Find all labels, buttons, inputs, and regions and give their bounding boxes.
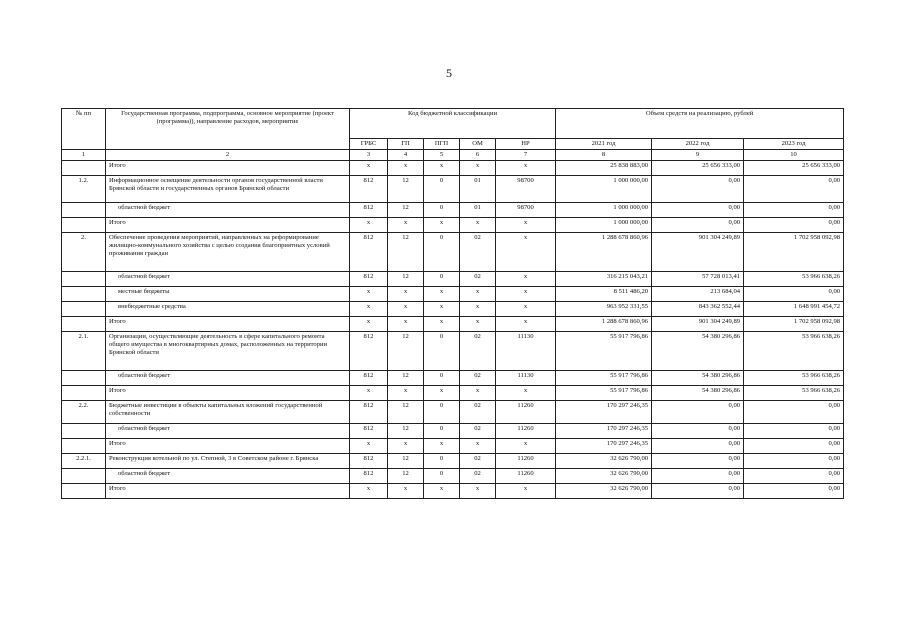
column-number: 4	[388, 150, 424, 161]
row-gp: х	[388, 161, 424, 176]
row-value-2022: 0,00	[652, 439, 744, 454]
row-nr: х	[496, 218, 556, 233]
row-name: местные бюджеты	[106, 287, 350, 302]
row-value-2023: 0,00	[744, 424, 844, 439]
row-name: внебюджетные средства	[106, 302, 350, 317]
row-value-2021: 32 626 790,00	[556, 484, 652, 499]
row-value-2023: 0,00	[744, 454, 844, 469]
row-om: х	[460, 161, 496, 176]
row-gp: х	[388, 386, 424, 401]
row-name: областной бюджет	[106, 469, 350, 484]
row-value-2022: 54 380 296,86	[652, 371, 744, 386]
row-nr: 11130	[496, 332, 556, 371]
table-row	[62, 161, 844, 176]
row-nr: 98700	[496, 203, 556, 218]
row-value-2022: 57 728 013,41	[652, 272, 744, 287]
row-pgp: 0	[424, 233, 460, 272]
row-name: Итого	[106, 386, 350, 401]
row-value-2022: 25 656 333,00	[652, 161, 744, 176]
row-name: областной бюджет	[106, 371, 350, 386]
row-grbs: х	[350, 484, 388, 499]
row-value-2023: 0,00	[744, 469, 844, 484]
header-grbs: ГРБС	[350, 139, 388, 150]
table-row	[62, 218, 844, 233]
row-grbs: х	[350, 161, 388, 176]
row-pgp: х	[424, 161, 460, 176]
row-value-2021: 1 000 000,00	[556, 218, 652, 233]
header-number: № пп	[62, 109, 106, 150]
row-om: 02	[460, 332, 496, 371]
header-2022: 2022 год	[652, 139, 744, 150]
row-nr: 11260	[496, 454, 556, 469]
row-nr: 11260	[496, 424, 556, 439]
column-number: 8	[556, 150, 652, 161]
row-om: х	[460, 386, 496, 401]
row-value-2022: 54 380 296,86	[652, 386, 744, 401]
row-grbs: х	[350, 218, 388, 233]
row-gp: х	[388, 218, 424, 233]
row-name: областной бюджет	[106, 424, 350, 439]
row-name: Итого	[106, 484, 350, 499]
row-value-2023: 25 656 333,00	[744, 161, 844, 176]
row-gp: 12	[388, 272, 424, 287]
row-value-2023: 53 966 638,26	[744, 386, 844, 401]
row-gp: 12	[388, 454, 424, 469]
row-pgp: 0	[424, 332, 460, 371]
row-value-2021: 32 626 790,00	[556, 454, 652, 469]
row-number	[62, 386, 106, 401]
row-value-2021: 1 000 000,00	[556, 203, 652, 218]
table-row	[62, 233, 844, 272]
row-grbs: 812	[350, 233, 388, 272]
row-value-2023: 0,00	[744, 287, 844, 302]
row-value-2022: 0,00	[652, 176, 744, 203]
row-om: х	[460, 302, 496, 317]
row-pgp: 0	[424, 272, 460, 287]
row-number	[62, 317, 106, 332]
row-number: 1.2.	[62, 176, 106, 203]
table-row	[62, 371, 844, 386]
header-om: ОМ	[460, 139, 496, 150]
row-gp: х	[388, 484, 424, 499]
table-row	[62, 401, 844, 424]
table-row	[62, 176, 844, 203]
table-row	[62, 424, 844, 439]
row-number	[62, 287, 106, 302]
row-pgp: х	[424, 386, 460, 401]
row-nr: х	[496, 439, 556, 454]
row-nr: х	[496, 302, 556, 317]
column-number: 10	[744, 150, 844, 161]
row-value-2021: 25 838 883,00	[556, 161, 652, 176]
row-pgp: 0	[424, 454, 460, 469]
header-volume: Объем средств на реализацию, рублей	[556, 109, 844, 139]
row-nr: 98700	[496, 176, 556, 203]
row-pgp: 0	[424, 469, 460, 484]
header-pgp: ПГП	[424, 139, 460, 150]
row-value-2023: 53 966 638,26	[744, 371, 844, 386]
header-budget-code: Код бюджетной классификации	[350, 109, 556, 139]
row-gp: 12	[388, 176, 424, 203]
row-name: Итого	[106, 161, 350, 176]
row-value-2023: 53 966 638,26	[744, 272, 844, 287]
table-row	[62, 203, 844, 218]
row-value-2021: 1 288 678 860,96	[556, 233, 652, 272]
row-pgp: х	[424, 439, 460, 454]
row-grbs: 812	[350, 272, 388, 287]
row-value-2023: 53 966 638,26	[744, 332, 844, 371]
row-number	[62, 371, 106, 386]
table-row	[62, 302, 844, 317]
row-gp: х	[388, 287, 424, 302]
row-value-2022: 0,00	[652, 469, 744, 484]
row-om: х	[460, 218, 496, 233]
row-grbs: 812	[350, 424, 388, 439]
row-nr: х	[496, 287, 556, 302]
row-gp: 12	[388, 469, 424, 484]
row-value-2022: 0,00	[652, 203, 744, 218]
row-pgp: х	[424, 302, 460, 317]
row-nr: 11260	[496, 401, 556, 424]
row-om: 02	[460, 424, 496, 439]
row-nr: х	[496, 317, 556, 332]
row-value-2021: 963 952 331,55	[556, 302, 652, 317]
row-pgp: х	[424, 317, 460, 332]
row-pgp: х	[424, 218, 460, 233]
row-name: Итого	[106, 317, 350, 332]
row-grbs: 812	[350, 454, 388, 469]
row-value-2021: 55 917 796,86	[556, 332, 652, 371]
row-grbs: 812	[350, 176, 388, 203]
row-value-2021: 1 000 000,00	[556, 176, 652, 203]
row-number	[62, 272, 106, 287]
row-om: х	[460, 439, 496, 454]
header-2023: 2023 год	[744, 139, 844, 150]
page-number: 5	[446, 66, 452, 80]
row-grbs: х	[350, 439, 388, 454]
row-grbs: х	[350, 317, 388, 332]
row-value-2022: 0,00	[652, 424, 744, 439]
column-number: 3	[350, 150, 388, 161]
row-gp: 12	[388, 332, 424, 371]
row-name: Организации, осуществляющие деятельность в сфере капитального ремонта общего имущества в многоквартирных домах, расположенных на территории Брянской области	[106, 332, 350, 371]
row-nr: х	[496, 233, 556, 272]
row-value-2023: 0,00	[744, 203, 844, 218]
row-name: Итого	[106, 218, 350, 233]
column-number: 9	[652, 150, 744, 161]
row-pgp: х	[424, 484, 460, 499]
table-row	[62, 317, 844, 332]
row-number	[62, 161, 106, 176]
header-name: Государственная программа, подпрограмма, основное мероприятие (проект (программа)), направление расходов, мероприятие	[106, 109, 350, 150]
row-value-2021: 1 288 678 860,96	[556, 317, 652, 332]
row-grbs: 812	[350, 332, 388, 371]
row-number	[62, 203, 106, 218]
row-om: х	[460, 317, 496, 332]
row-gp: 12	[388, 233, 424, 272]
row-gp: 12	[388, 424, 424, 439]
row-number	[62, 439, 106, 454]
table-row	[62, 272, 844, 287]
row-value-2021: 170 297 246,35	[556, 401, 652, 424]
row-grbs: х	[350, 287, 388, 302]
row-om: 02	[460, 272, 496, 287]
row-value-2021: 316 215 043,21	[556, 272, 652, 287]
row-grbs: х	[350, 386, 388, 401]
row-value-2022: 0,00	[652, 484, 744, 499]
row-value-2021: 32 626 790,00	[556, 469, 652, 484]
table-row	[62, 439, 844, 454]
row-nr: 11260	[496, 469, 556, 484]
row-number: 2.2.	[62, 401, 106, 424]
table-row	[62, 287, 844, 302]
row-value-2023: 1 702 958 092,98	[744, 233, 844, 272]
row-value-2023: 1 648 991 454,72	[744, 302, 844, 317]
row-om: 02	[460, 469, 496, 484]
row-nr: х	[496, 161, 556, 176]
row-gp: 12	[388, 203, 424, 218]
row-value-2021: 55 917 796,86	[556, 386, 652, 401]
row-value-2023: 1 702 958 092,98	[744, 317, 844, 332]
row-value-2022: 0,00	[652, 401, 744, 424]
row-grbs: 812	[350, 469, 388, 484]
row-om: 01	[460, 176, 496, 203]
row-value-2022: 54 380 296,86	[652, 332, 744, 371]
row-gp: х	[388, 439, 424, 454]
row-pgp: 0	[424, 176, 460, 203]
row-value-2023: 0,00	[744, 439, 844, 454]
row-number	[62, 469, 106, 484]
row-name: Обеспечение проведения мероприятий, направленных на реформирование жилищно-коммунального хозяйства с целью создания благоприятных условий проживания граждан	[106, 233, 350, 272]
row-grbs: 812	[350, 371, 388, 386]
column-number: 1	[62, 150, 106, 161]
row-value-2021: 170 297 246,35	[556, 424, 652, 439]
row-value-2023: 0,00	[744, 484, 844, 499]
table-row	[62, 469, 844, 484]
row-om: 02	[460, 371, 496, 386]
row-pgp: 0	[424, 371, 460, 386]
row-number: 2.1.	[62, 332, 106, 371]
row-nr: х	[496, 386, 556, 401]
row-number	[62, 302, 106, 317]
row-name: Итого	[106, 439, 350, 454]
row-om: 02	[460, 401, 496, 424]
header-nr: НР	[496, 139, 556, 150]
row-number: 2.2.1.	[62, 454, 106, 469]
row-grbs: х	[350, 302, 388, 317]
row-om: 01	[460, 203, 496, 218]
row-om: х	[460, 287, 496, 302]
column-number: 7	[496, 150, 556, 161]
row-value-2022: 843 362 552,44	[652, 302, 744, 317]
table-row	[62, 484, 844, 499]
row-number	[62, 484, 106, 499]
row-nr: х	[496, 484, 556, 499]
row-pgp: 0	[424, 424, 460, 439]
row-nr: 11130	[496, 371, 556, 386]
row-gp: 12	[388, 401, 424, 424]
row-gp: х	[388, 302, 424, 317]
row-om: х	[460, 484, 496, 499]
row-name: областной бюджет	[106, 203, 350, 218]
row-om: 02	[460, 233, 496, 272]
row-value-2022: 0,00	[652, 454, 744, 469]
row-om: 02	[460, 454, 496, 469]
header-2021: 2021 год	[556, 139, 652, 150]
table-row	[62, 386, 844, 401]
row-value-2022: 901 304 249,89	[652, 317, 744, 332]
budget-table	[61, 108, 844, 499]
table-row	[62, 332, 844, 371]
column-number: 2	[106, 150, 350, 161]
column-number: 6	[460, 150, 496, 161]
row-pgp: 0	[424, 203, 460, 218]
row-grbs: 812	[350, 401, 388, 424]
row-value-2022: 0,00	[652, 218, 744, 233]
column-number: 5	[424, 150, 460, 161]
table-body	[62, 161, 844, 499]
row-nr: х	[496, 272, 556, 287]
row-number	[62, 218, 106, 233]
row-value-2021: 170 297 246,35	[556, 439, 652, 454]
row-gp: х	[388, 317, 424, 332]
table-row	[62, 454, 844, 469]
row-number: 2.	[62, 233, 106, 272]
row-value-2021: 8 511 486,20	[556, 287, 652, 302]
row-value-2022: 213 684,04	[652, 287, 744, 302]
row-name: Реконструкция котельной по ул. Степной, 3 в Советском районе г. Брянска	[106, 454, 350, 469]
header-gp: ГП	[388, 139, 424, 150]
row-value-2023: 0,00	[744, 401, 844, 424]
row-gp: 12	[388, 371, 424, 386]
row-pgp: 0	[424, 401, 460, 424]
row-name: Бюджетные инвестиции в объекты капитальных вложений государственной собственности	[106, 401, 350, 424]
row-name: областной бюджет	[106, 272, 350, 287]
row-value-2023: 0,00	[744, 176, 844, 203]
row-value-2023: 0,00	[744, 218, 844, 233]
row-name: Информационное освещение деятельности органов государственной власти Брянской области и государственных органов Брянской области	[106, 176, 350, 203]
row-value-2021: 55 917 796,86	[556, 371, 652, 386]
row-grbs: 812	[350, 203, 388, 218]
row-pgp: х	[424, 287, 460, 302]
row-number	[62, 424, 106, 439]
row-value-2022: 901 304 249,89	[652, 233, 744, 272]
